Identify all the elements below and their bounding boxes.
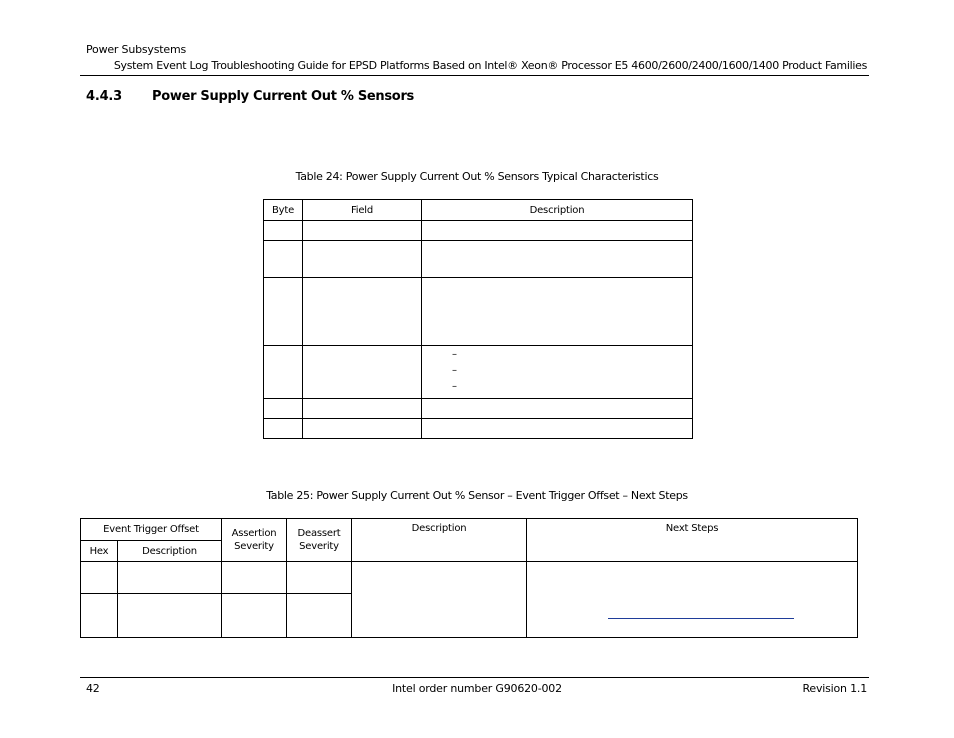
- cell: [422, 419, 693, 439]
- cell: [118, 562, 222, 594]
- table-25: [80, 518, 858, 638]
- cell: [303, 221, 422, 241]
- list-dash: –: [452, 349, 457, 360]
- col-next-steps: Next Steps: [527, 519, 858, 562]
- next-steps-cell: [527, 562, 858, 638]
- table-24: [263, 199, 693, 439]
- running-header-section: Power Subsystems: [86, 43, 186, 56]
- table25-caption: Table 25: Power Supply Current Out % Sensor – Event Trigger Offset – Next Steps: [266, 489, 688, 502]
- cell: [352, 562, 527, 638]
- table-header-row: [264, 200, 693, 221]
- cell: [264, 241, 303, 278]
- table24-caption: Table 24: Power Supply Current Out % Sensors Typical Characteristics: [295, 170, 659, 183]
- cell: [264, 399, 303, 419]
- cell: [264, 221, 303, 241]
- cell: [303, 346, 422, 399]
- col-deassert-severity: Deassert Severity: [287, 519, 352, 562]
- cell: [303, 419, 422, 439]
- footer-divider: [80, 677, 869, 678]
- table-row: [264, 278, 693, 346]
- cell: [422, 221, 693, 241]
- list-dash: –: [452, 381, 457, 392]
- hyperlink-underline[interactable]: [608, 618, 794, 619]
- cell: [422, 241, 693, 278]
- cell: [287, 562, 352, 594]
- cell: [422, 278, 693, 346]
- table-row: [264, 221, 693, 241]
- cell: [222, 594, 287, 638]
- cell: [118, 594, 222, 638]
- revision: Revision 1.1: [802, 682, 867, 695]
- page-number: 42: [86, 682, 100, 695]
- cell: [303, 278, 422, 346]
- table-row: [264, 346, 693, 399]
- header-divider: [80, 75, 869, 76]
- col-description: Description: [422, 200, 693, 221]
- col-hex: Hex: [81, 541, 118, 562]
- section-number: 4.4.3: [86, 89, 123, 104]
- table-header-row: [81, 519, 858, 541]
- table-row: [264, 399, 693, 419]
- cell: [264, 419, 303, 439]
- cell: [303, 241, 422, 278]
- cell: [81, 594, 118, 638]
- col-description: Description: [352, 519, 527, 562]
- order-number: Intel order number G90620-002: [392, 682, 562, 695]
- section-title: Power Supply Current Out % Sensors: [152, 89, 414, 104]
- col-field: Field: [303, 200, 422, 221]
- table-row: [81, 562, 858, 594]
- cell: [264, 346, 303, 399]
- cell: [422, 346, 693, 399]
- cell: [303, 399, 422, 419]
- table-row: [264, 419, 693, 439]
- table-row: [264, 241, 693, 278]
- col-assertion-severity: Assertion Severity: [222, 519, 287, 562]
- cell: [264, 278, 303, 346]
- cell: [422, 399, 693, 419]
- running-header-doc-title: System Event Log Troubleshooting Guide for EPSD Platforms Based on Intel® Xeon® Processor E5 4600/2600/2400/1600/1400 Product Families: [113, 59, 867, 72]
- cell: [222, 562, 287, 594]
- cell: [81, 562, 118, 594]
- list-dash: –: [452, 365, 457, 376]
- cell: [287, 594, 352, 638]
- col-byte: Byte: [264, 200, 303, 221]
- col-offset-description: Description: [118, 541, 222, 562]
- col-event-trigger-offset: Event Trigger Offset: [81, 519, 222, 541]
